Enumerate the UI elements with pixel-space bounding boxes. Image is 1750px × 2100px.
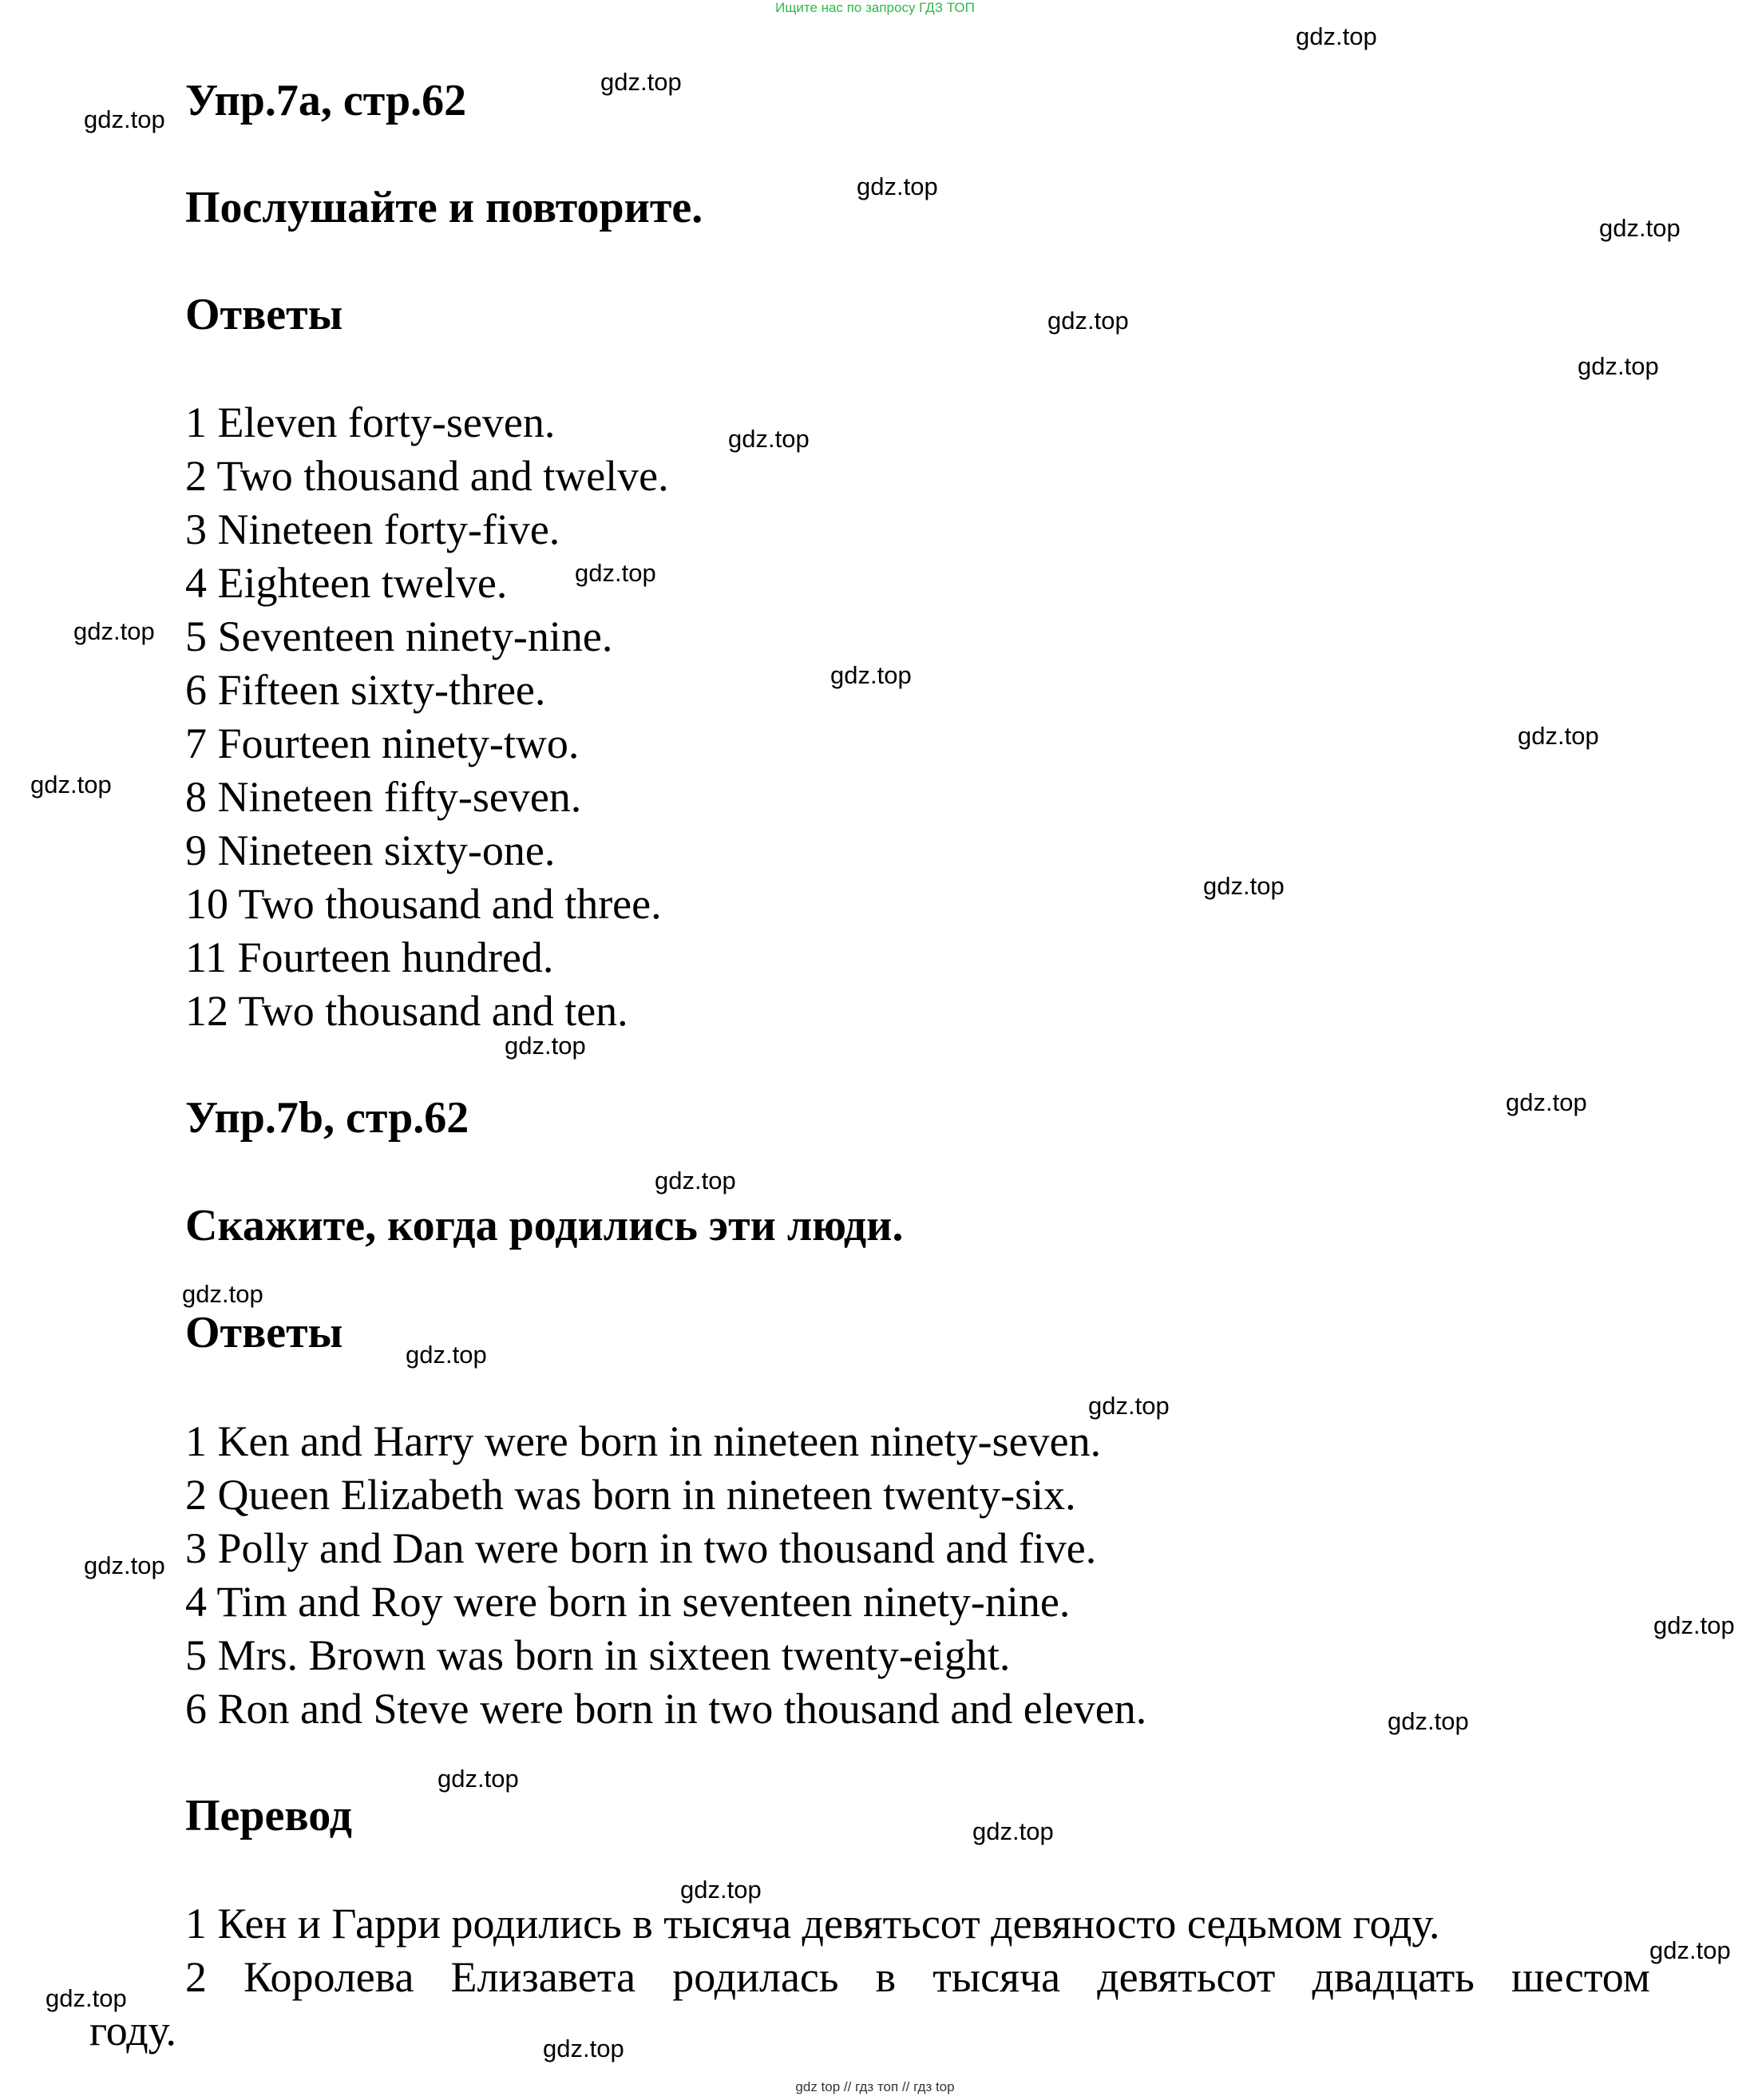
translation-word: родилась	[672, 1953, 839, 2001]
answer-line: 6 Ron and Steve were born in two thousand and eleven.	[185, 1685, 1147, 1733]
watermark: gdz.top	[728, 425, 810, 453]
watermark: gdz.top	[1203, 872, 1285, 900]
watermark: gdz.top	[543, 2035, 624, 2062]
watermark: gdz.top	[1047, 307, 1129, 335]
watermark: gdz.top	[84, 105, 165, 133]
exercise-7b-title: Упр.7b, стр.62	[185, 1093, 469, 1143]
translation-word: 2	[185, 1953, 207, 2001]
answer-line: 3 Polly and Dan were born in two thousand and five.	[185, 1524, 1097, 1572]
watermark: gdz.top	[1518, 722, 1599, 750]
translation-line-justified	[185, 1951, 1650, 2004]
watermark: gdz.top	[655, 1167, 736, 1195]
translation-word: шестом	[1511, 1953, 1650, 2001]
translation-word: в	[875, 1953, 897, 2001]
top-banner: Ищите нас по запросу ГДЗ ТОП	[775, 0, 975, 15]
watermark: gdz.top	[505, 1032, 586, 1060]
watermark: gdz.top	[30, 771, 112, 798]
watermark: gdz.top	[1653, 1611, 1735, 1639]
answer-line: 4 Tim and Roy were born in seventeen ninety-nine.	[185, 1578, 1071, 1626]
answer-line: 11 Fourteen hundred.	[185, 933, 554, 981]
exercise-7a-task: Послушайте и повторите.	[185, 183, 703, 232]
answer-line: 2 Two thousand and twelve.	[185, 452, 669, 500]
answer-line: 1 Eleven forty-seven.	[185, 398, 556, 446]
answer-line: 9 Nineteen sixty-one.	[185, 826, 556, 874]
watermark: gdz.top	[1296, 22, 1377, 50]
answer-line: 5 Mrs. Brown was born in sixteen twenty-eight.	[185, 1631, 1011, 1679]
watermark: gdz.top	[1088, 1392, 1170, 1420]
translation-heading: Перевод	[185, 1791, 352, 1840]
watermark: gdz.top	[680, 1876, 762, 1904]
answer-line: 10 Two thousand and three.	[185, 880, 662, 928]
translation-line: 1 Кен и Гарри родились в тысяча девятьсот девяносто седьмом году.	[185, 1900, 1440, 1947]
answer-line: 7 Fourteen ninety-two.	[185, 719, 580, 767]
watermark: gdz.top	[575, 559, 656, 587]
exercise-7a-answers-heading: Ответы	[185, 290, 343, 339]
watermark: gdz.top	[1506, 1088, 1587, 1116]
answer-line: 12 Two thousand and ten.	[185, 987, 628, 1035]
watermark: gdz.top	[46, 1984, 127, 2012]
translation-line-continuation: году.	[89, 2007, 176, 2054]
answer-line: 6 Fifteen sixty-three.	[185, 666, 546, 714]
answer-line: 5 Seventeen ninety-nine.	[185, 612, 613, 660]
translation-word: девятьсот	[1097, 1953, 1276, 2001]
watermark: gdz.top	[84, 1551, 165, 1579]
watermark: gdz.top	[438, 1765, 519, 1793]
translation-word: Королева	[243, 1953, 414, 2001]
exercise-7a-answers-list	[185, 396, 669, 1038]
watermark: gdz.top	[1649, 1936, 1731, 1964]
watermark: gdz.top	[1599, 214, 1681, 242]
watermark: gdz.top	[182, 1280, 263, 1308]
watermark: gdz.top	[1578, 352, 1659, 380]
exercise-7b-task: Скажите, когда родились эти люди.	[185, 1201, 904, 1250]
translation-word: тысяча	[932, 1953, 1061, 2001]
answer-line: 2 Queen Elizabeth was born in nineteen twenty-six.	[185, 1471, 1076, 1519]
exercise-7a-title: Упр.7a, стр.62	[185, 76, 467, 125]
watermark: gdz.top	[1388, 1707, 1469, 1735]
answer-line: 8 Nineteen fifty-seven.	[185, 773, 582, 821]
watermark: gdz.top	[857, 172, 938, 200]
footer-banner: gdz top // гдз топ // гдз top	[795, 2079, 955, 2094]
watermark: gdz.top	[830, 661, 912, 689]
translation-word: двадцать	[1312, 1953, 1475, 2001]
watermark: gdz.top	[972, 1817, 1054, 1845]
exercise-7b-answers-list	[185, 1415, 1146, 1736]
watermark: gdz.top	[600, 68, 682, 96]
watermark: gdz.top	[73, 617, 155, 645]
answer-line: 1 Ken and Harry were born in nineteen ninety-seven.	[185, 1417, 1102, 1465]
answer-line: 4 Eighteen twelve.	[185, 559, 508, 607]
watermark: gdz.top	[406, 1341, 487, 1369]
answer-line: 3 Nineteen forty-five.	[185, 505, 560, 553]
exercise-7b-answers-heading: Ответы	[185, 1308, 343, 1357]
translation-word: Елизавета	[450, 1953, 636, 2001]
